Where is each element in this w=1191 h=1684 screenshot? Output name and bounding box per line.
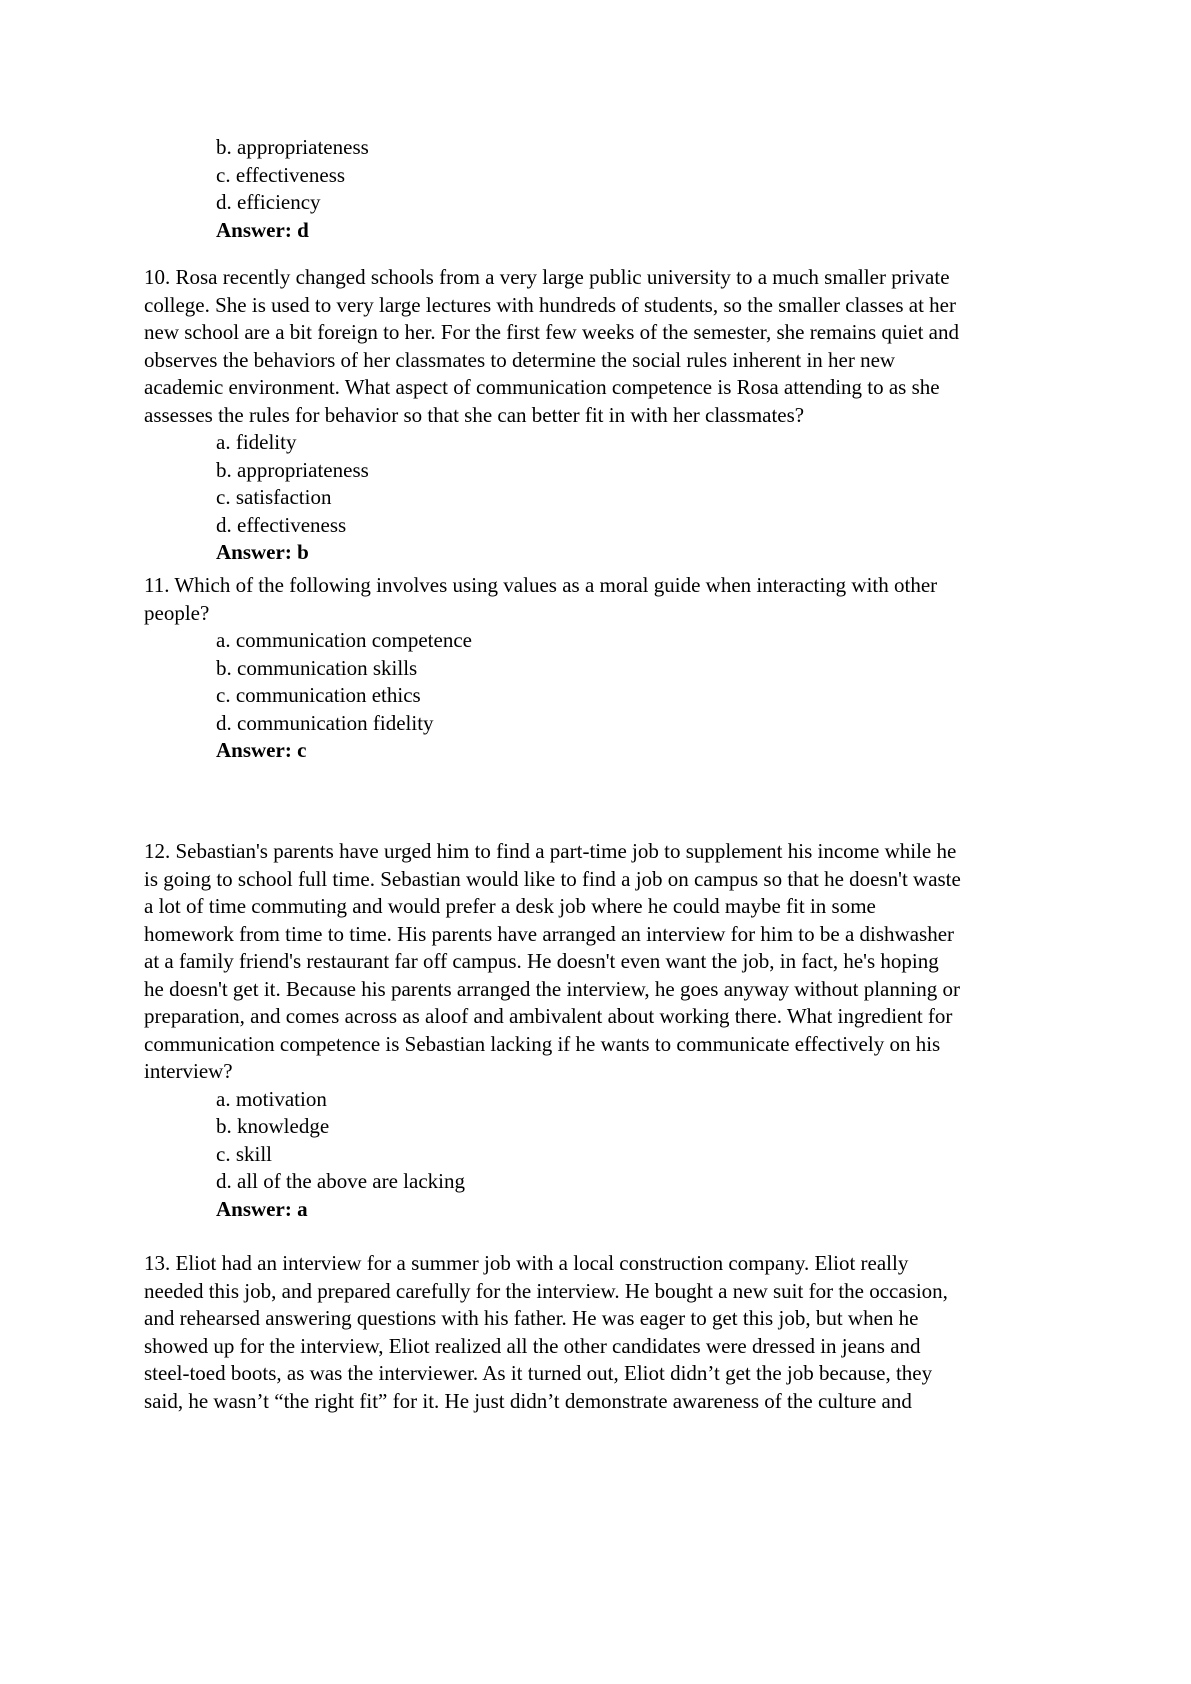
- option-d: d. all of the above are lacking: [216, 1169, 465, 1193]
- option-a: a. fidelity: [216, 430, 297, 454]
- question-text-line: people?: [144, 600, 210, 625]
- question-text-line: said, he wasn’t “the right fit” for it. He just didn’t demonstrate awareness of the culture and: [144, 1388, 912, 1413]
- question-text-line: and rehearsed answering questions with his father. He was eager to get this job, but when he: [144, 1306, 919, 1330]
- question-text-line: homework from time to time. His parents have arranged an interview for him to be a dishwasher: [144, 921, 955, 946]
- option-a: a. motivation: [216, 1086, 327, 1111]
- question-12: [144, 838, 1094, 1223]
- question-text-line: needed this job, and prepared carefully for the interview. He bought a new suit for the occasion,: [144, 1278, 948, 1303]
- question-text-line: he doesn't get it. Because his parents arranged the interview, he goes anyway without planning or: [144, 976, 960, 1001]
- option-b: b. communication skills: [216, 655, 418, 680]
- option-c: c. skill: [216, 1141, 272, 1166]
- option-d: d. communication fidelity: [216, 710, 434, 735]
- question-text-line: 13. Eliot had an interview for a summer job with a local construction company. Eliot really: [144, 1251, 909, 1275]
- option-b: b. appropriateness: [216, 457, 369, 482]
- option-d: d. efficiency: [216, 190, 321, 214]
- answer-key: Answer: b: [216, 540, 309, 564]
- question-text-line: observes the behaviors of her classmates to determine the social rules inherent in her new: [144, 347, 896, 372]
- question-text-line: showed up for the interview, Eliot realized all the other candidates were dressed in jeans and: [144, 1333, 921, 1358]
- option-b: b. appropriateness: [216, 135, 369, 159]
- question-text-line: steel-toed boots, as was the interviewer. As it turned out, Eliot didn’t get the job because, they: [144, 1361, 933, 1385]
- question-text-line: new school are a bit foreign to her. For the first few weeks of the semester, she remains quiet and: [144, 320, 959, 344]
- option-c: c. effectiveness: [216, 162, 346, 187]
- question-text-line: a lot of time commuting and would prefer a desk job where he could maybe fit in some: [144, 894, 876, 918]
- question-10: [144, 264, 1094, 567]
- question-9-continuation: [144, 134, 1094, 244]
- answer-key: Answer: a: [216, 1196, 308, 1221]
- question-text-line: at a family friend's restaurant far off campus. He doesn't even want the job, in fact, he's hoping: [144, 949, 939, 973]
- option-a: a. communication competence: [216, 628, 472, 652]
- question-text-line: 12. Sebastian's parents have urged him to find a part-time job to supplement his income while he: [144, 839, 957, 863]
- question-text-line: 11. Which of the following involves using values as a moral guide when interacting with other: [144, 573, 938, 597]
- answer-key: Answer: d: [216, 217, 309, 242]
- question-text-line: 10. Rosa recently changed schools from a very large public university to a much smaller private: [144, 265, 950, 289]
- question-text-line: interview?: [144, 1059, 233, 1083]
- question-11: [144, 572, 1094, 765]
- question-13: [144, 1250, 1094, 1415]
- question-text-line: assesses the rules for behavior so that she can better fit in with her classmates?: [144, 402, 805, 427]
- option-b: b. knowledge: [216, 1114, 330, 1138]
- option-d: d. effectiveness: [216, 512, 347, 537]
- question-text-line: college. She is used to very large lectures with hundreds of students, so the smaller classes at her: [144, 292, 956, 317]
- option-c: c. communication ethics: [216, 683, 421, 707]
- option-c: c. satisfaction: [216, 485, 332, 509]
- answer-key: Answer: c: [216, 738, 307, 762]
- question-text-line: preparation, and comes across as aloof and ambivalent about working there. What ingredient for: [144, 1004, 953, 1028]
- question-text-line: communication competence is Sebastian lacking if he wants to communicate effectively on his: [144, 1031, 941, 1056]
- question-text-line: academic environment. What aspect of communication competence is Rosa attending to as she: [144, 375, 940, 399]
- question-text-line: is going to school full time. Sebastian would like to find a job on campus so that he doesn't waste: [144, 866, 961, 891]
